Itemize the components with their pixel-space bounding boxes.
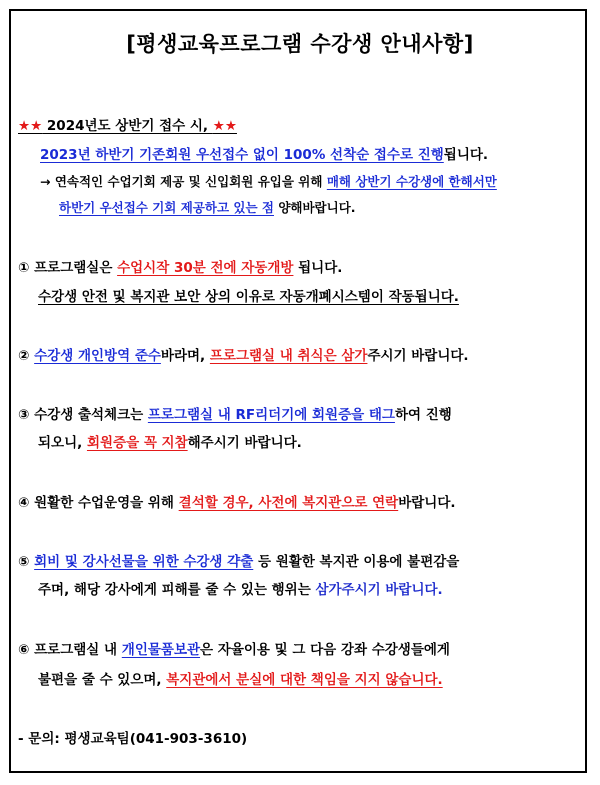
item-5-number: ⑤ [18, 554, 30, 570]
item-2-highlight-c: 프로그램실 내 취식은 삼가 [209, 348, 368, 364]
item-4-text-a: 원활한 수업운영을 위해 [29, 495, 179, 511]
notice-line-1 [40, 143, 488, 163]
item-2-text-b: 바라며, [160, 348, 210, 364]
notice-line-2-highlight: 매해 상반기 수강생에 한해서만 [326, 174, 497, 189]
item-4-highlight: 결석할 경우, 사전에 복지관으로 연락 [178, 495, 399, 511]
item-1-line-1 [18, 256, 342, 276]
item-6-number: ⑥ [18, 642, 30, 658]
item-6-text-2a: 불편을 줄 수 있으며, [38, 672, 167, 688]
item-4-text-c: 바랍니다. [398, 495, 456, 511]
notice-line-1-highlight: 2023년 하반기 기존회원 우선접수 없이 100% 선착순 접수로 진행 [40, 147, 444, 163]
item-6-highlight: 개인물품보관 [121, 642, 201, 658]
notice-line-3 [59, 198, 356, 216]
item-2-number: ② [18, 348, 30, 364]
notice-heading [18, 114, 237, 134]
item-3-number: ③ [18, 407, 30, 423]
item-6-text-c: 은 자율이용 및 그 다음 강좌 수강생들에게 [200, 642, 450, 658]
item-3-highlight-2: 회원증을 꼭 지참 [86, 435, 188, 451]
item-5-line-1 [18, 550, 459, 570]
item-6-highlight-2: 복지관에서 분실에 대한 책임을 지지 않습니다. [166, 672, 443, 688]
notice-line-2 [40, 172, 497, 190]
item-3-text-c: 하여 진행 [394, 407, 452, 423]
item-2-line-1 [18, 344, 469, 364]
stars-left: ★★ [18, 118, 43, 134]
item-3-text-2a: 되오니, [38, 435, 87, 451]
notice-line-1-tail: 됩니다. [443, 147, 489, 163]
item-5-text-2a: 주며, 해당 강사에게 피해를 줄 수 있는 행위는 [38, 582, 316, 598]
item-4-line-1 [18, 491, 456, 511]
item-2-text-d: 주시기 바랍니다. [367, 348, 469, 364]
item-2-highlight-a: 수강생 개인방역 준수 [34, 348, 161, 364]
item-1-highlight: 수업시작 30분 전에 자동개방 [117, 260, 294, 276]
stars-right: ★★ [212, 118, 237, 134]
item-3-line-1 [18, 403, 452, 423]
notice-line-3-highlight: 하반기 우선접수 기회 제공하고 있는 점 [59, 200, 274, 215]
item-6-line-2 [38, 668, 443, 688]
item-3-highlight: 프로그램실 내 RF리더기에 회원증을 태그 [147, 407, 395, 423]
item-5-highlight: 회비 및 강사선물을 위한 수강생 갹출 [34, 554, 254, 570]
item-3-text-2c: 해주시기 바랍니다. [187, 435, 302, 451]
item-1-line-2: 수강생 안전 및 복지관 보안 상의 이유로 자동개폐시스템이 작동됩니다. [38, 289, 459, 305]
item-6-line-1 [18, 638, 450, 658]
item-6-text-a: 프로그램실 내 [29, 642, 122, 658]
item-1-number: ① [18, 260, 30, 276]
item-4-number: ④ [18, 495, 30, 511]
item-3-text-a: 수강생 출석체크는 [29, 407, 148, 423]
item-1-text-a: 프로그램실은 [29, 260, 118, 276]
item-5-text-b: 등 원활한 복지관 이용에 불편감을 [253, 554, 460, 570]
contact-info: - 문의: 평생교육팀(041-903-3610) [18, 731, 248, 747]
page-title: [평생교육프로그램 수강생 안내사항] [126, 32, 474, 56]
item-1-text-c: 됩니다. [293, 260, 343, 276]
arrow-icon: → [40, 174, 51, 189]
notice-heading-text: 2024년도 상반기 접수 시, [42, 118, 213, 134]
notice-line-2-text: 연속적인 수업기회 제공 및 신입회원 유입을 위해 [50, 174, 327, 189]
item-3-line-2 [38, 431, 302, 451]
notice-line-3-tail: 양해바랍니다. [273, 200, 356, 215]
item-5-highlight-2: 삼가주시기 바랍니다. [315, 582, 443, 598]
item-5-line-2 [38, 578, 443, 598]
